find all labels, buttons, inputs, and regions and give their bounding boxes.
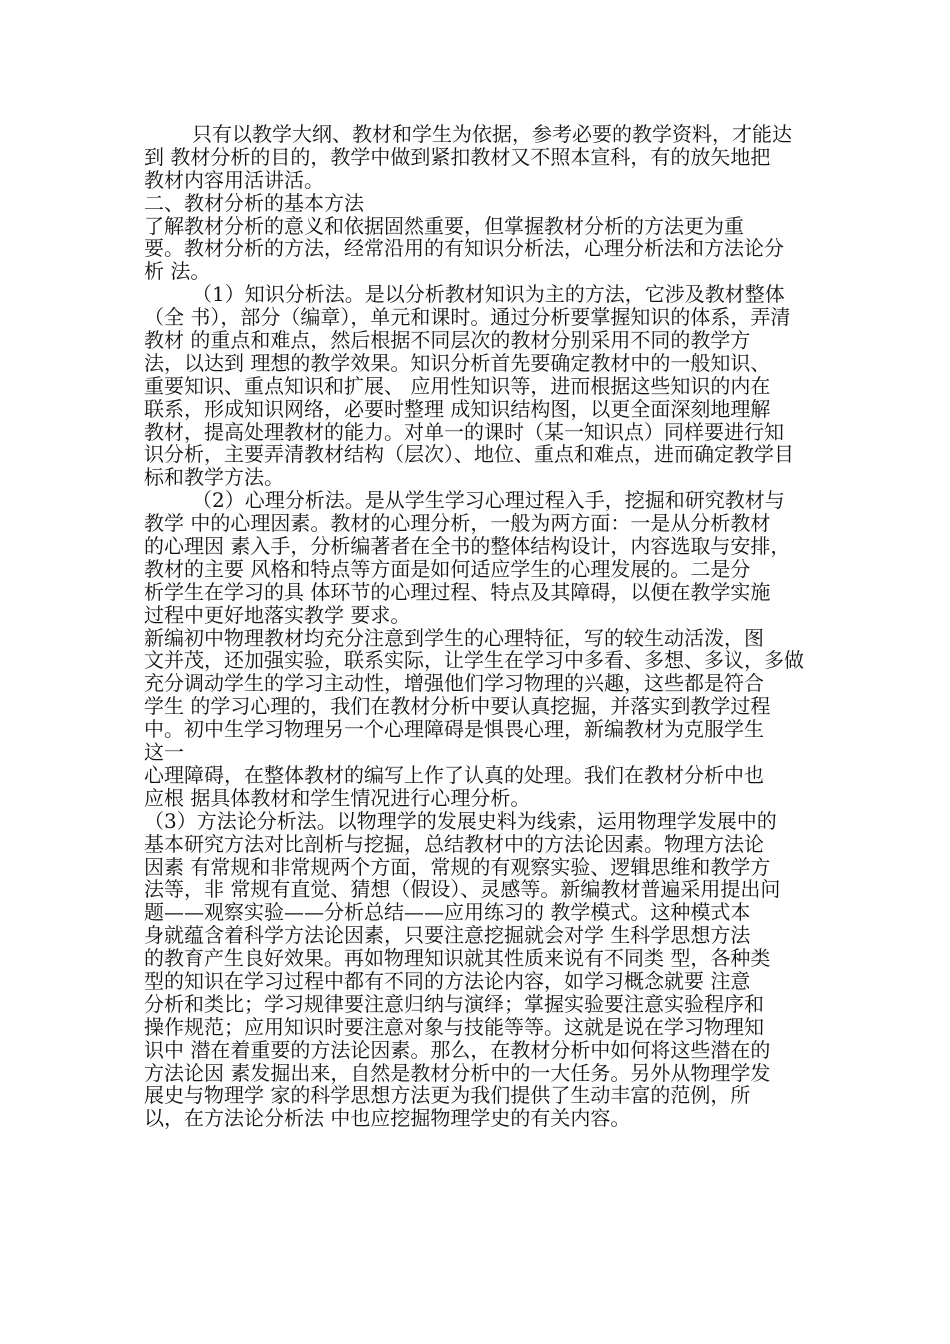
text-line: 型的知识在学习过程中都有不同的方法论内容，如学习概念就要 注意 <box>144 969 751 993</box>
text-line: 展史与物理学 家的科学思想方法更为我们提供了生动丰富的范例，所 <box>144 1084 751 1108</box>
text-line: 身就蕴含着科学方法论因素，只要注意挖掘就会对学 生科学思想方法 <box>144 924 751 948</box>
text-line: （1）知识分析法。是以分析教材知识为主的方法，它涉及教材整体 <box>192 283 785 307</box>
text-line: 只有以教学大纲、教材和学生为依据，参考必要的教学资料，才能达 <box>192 123 792 146</box>
text-line: 过程中更好地落实教学 要求。 <box>144 603 411 627</box>
text-line: 教材 的重点和难点，然后根据不同层次的教材分别采用不同的教学方 <box>144 329 751 352</box>
text-line: 了解教材分析的意义和依据固然重要，但掌握教材分析的方法更为重 <box>144 214 744 238</box>
text-line: 到 教材分析的目的，教学中做到紧扣教材又不照本宣科，有的放矢地把 <box>144 145 771 169</box>
text-line: 基本研究方法对比剖析与挖掘，总结教材中的方法论因素。物理方法论 <box>144 832 764 856</box>
text-line: 分析和类比；学习规律要注意归纳与演绎；掌握实验要注意实验程序和 <box>144 992 764 1016</box>
text-line: 中。初中生学习物理另一个心理障碍是惧畏心理，新编教材为克服学生 <box>144 718 764 742</box>
document-page <box>144 123 812 1130</box>
text-line: 教材内容用活讲活。 <box>144 168 324 192</box>
text-line: 应根 据具体教材和学生情况进行心理分析。 <box>144 786 531 810</box>
text-line: 学生 的学习心理的，我们在教材分析中要认真挖掘，并落实到教学过程 <box>144 695 771 719</box>
text-line: 识中 潜在着重要的方法论因素。那么，在教材分析中如何将这些潜在的 <box>144 1038 771 1062</box>
text-line: 重要知识、重点知识和扩展、 应用性知识等，进而根据这些知识的内在 <box>144 374 771 398</box>
text-line: 的教育产生良好效果。再如物理知识就其性质来说有不同类 型，各种类 <box>144 947 771 970</box>
text-line: 操作规范；应用知识时要注意对象与技能等等。这就是说在学习物理知 <box>144 1015 764 1039</box>
text-line: 要。教材分析的方法，经常沿用的有知识分析法，心理分析法和方法论分 <box>144 237 784 261</box>
text-line: 析 法。 <box>144 260 211 284</box>
text-line: 析学生在学习的具 体环节的心理过程、特点及其障碍，以便在教学实施 <box>144 580 771 604</box>
text-line: 二、教材分析的基本方法 <box>144 191 364 215</box>
text-line: 教材，提高处理教材的能力。对单一的课时（某一知识点）同样要进行知 <box>144 420 784 444</box>
text-line: 方法论因 素发掘出来，自然是教材分析中的一大任务。另外从物理学发 <box>144 1061 771 1085</box>
text-line: 充分调动学生的学习主动性，增强他们学习物理的兴趣，这些都是符合 <box>144 672 764 696</box>
text-line: 法等，非 常规有直觉、猜想（假设）、灵感等。新编教材普遍采用提出问 <box>144 878 781 902</box>
text-line: 识分析，主要弄清教材结构（层次）、地位、重点和难点，进而确定教学目 <box>144 443 794 467</box>
text-line: 心理障碍，在整体教材的编写上作了认真的处理。我们在教材分析中也 <box>144 763 764 787</box>
text-line: 新编初中物理教材均充分注意到学生的心理特征，写的较生动活泼，图 <box>144 626 764 650</box>
text-line: （3）方法论分析法。以物理学的发展史料为线索，运用物理学发展中的 <box>144 809 777 833</box>
text-line: 文并茂，还加强实验，联系实际，让学生在学习中多看、多想、多议，多做 <box>144 649 804 673</box>
text-line: 法，以达到 理想的教学效果。知识分析首先要确定教材中的一般知识、 <box>144 351 771 375</box>
text-line: 标和教学方法。 <box>144 466 284 490</box>
text-line: （全 书），部分（编章），单元和课时。通过分析要掌握知识的体系，弄清 <box>144 306 791 330</box>
text-line: 教学 中的心理因素。教材的心理分析，一般为两方面：一是从分析教材 <box>144 512 771 536</box>
text-line: 因素 有常规和非常规两个方面，常规的有观察实验、逻辑思维和教学方 <box>144 855 771 879</box>
text-line: 教材的主要 风格和特点等方面是如何适应学生的心理发展的。二是分 <box>144 557 751 581</box>
text-line: 这一 <box>144 741 184 764</box>
text-line: 联系，形成知识网络，必要时整理 成知识结构图，以更全面深刻地理解 <box>144 397 771 421</box>
text-line: 题——观察实验——分析总结——应用练习的 教学模式。这种模式本 <box>144 901 751 925</box>
text-line: 以，在方法论分析法 中也应挖掘物理学史的有关内容。 <box>144 1107 631 1131</box>
text-line: （2）心理分析法。是从学生学习心理过程入手，挖掘和研究教材与 <box>192 489 785 513</box>
text-line: 的心理因 素入手，分析编著者在全书的整体结构设计，内容选取与安排， <box>144 535 791 558</box>
